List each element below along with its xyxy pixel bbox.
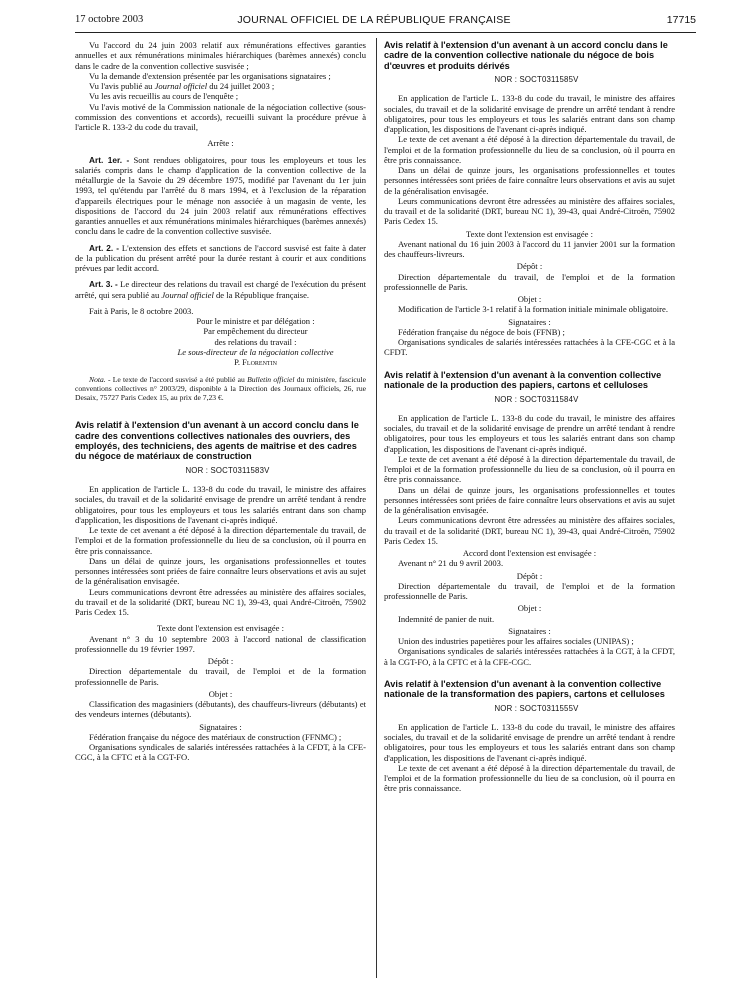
notice-paragraph: Dans un délai de quinze jours, les organisations professionnelles et toutes personnes intéressées sont priées de faire connaître leurs observations et avis au sujet de la généralisation envisagée. [75,555,366,587]
notice-paragraph: Leurs communications devront être adressées au ministère des affaires sociales, du travail et de la solidarité (DRT, bureau NC 1), 39-43, quai André-Citroën, 75902 Paris Cedex 15. [75,586,366,618]
signataire: Fédération française du négoce des matériaux de construction (FFNMC) ; [89,731,342,742]
article-2-label: Art. 2. - [89,242,120,253]
notice-negoce-materiaux [75,420,366,762]
article-2 [75,243,366,274]
depot-label: Dépôt : [516,261,543,272]
notice-transformation-papiers [384,679,675,794]
signature-title: Le sous-directeur de la négociation collective [177,346,334,357]
objet-value: Modification de l'article 3-1 relatif à la formation initiale minimale obligatoire. [398,304,668,315]
depot-value: Direction départementale du travail, de l'emploi et de la formation professionnelle de Paris. [384,271,675,292]
texte-value: Avenant n° 21 du 9 avril 2003. [398,558,504,569]
depot-value: Direction départementale du travail, de l'emploi et de la formation professionnelle de Paris. [384,580,675,602]
texte-value: Avenant n° 3 du 10 septembre 2003 à l'accord national de classification professionnelle du 19 février 1997. [75,633,366,654]
signature-line: Par empêchement du directeur [203,326,308,337]
texte-label: Accord dont l'extension est envisagée : [462,548,597,559]
vu-paragraph: Vu l'avis motivé de la Commission nationale de la négociation collective (sous-commission des conventions et accords), recueilli suivant la procédure prévue à l'article R. 133-2 du code du travail, [75,101,366,132]
vu-avis-pre: Vu l'avis publié au [89,81,153,91]
arrete-heading: Arrête : [207,138,234,149]
notice-title: Avis relatif à l'extension d'un avenant à la convention collective nationale de la transformation des papiers, cartons et celluloses [384,678,665,700]
nota-label: Nota. [89,375,106,385]
header-rule [75,32,696,33]
notice-title: Avis relatif à l'extension d'un avenant à un accord conclu dans le cadre de la convention collective nationale du négoce de bois d'œuvres et produits dérivés [384,40,668,71]
signature-line: Pour le ministre et par délégation : [196,316,315,326]
texte-value: Avenant national du 16 juin 2003 à l'accord du 11 janvier 2001 sur la formation des chauffeurs-livreurs. [384,238,675,260]
notice-title: Avis relatif à l'extension d'un avenant à un accord conclu dans le cadre des conventions collectives nationales des ouvriers, des employés, des techniciens, des agents de maîtrise et des cadres du négoce de matériaux de construction [75,420,359,462]
header-page-number: 17715 [666,14,696,26]
depot-value: Direction départementale du travail, de l'emploi et de la formation professionnelle de Paris. [75,666,366,687]
notice-paragraph: Dans un délai de quinze jours, les organisations professionnelles et toutes personnes intéressées sont priées de faire connaître leurs observations et avis au sujet de la généralisation envisagée. [384,165,675,196]
notice-paragraph: Le texte de cet avenant a été déposé à la direction départementale du travail, de l'emploi et de la formation professionnelle du lieu de sa conclusion, où il pourra en être pris connaissance. [384,762,675,794]
notice-paragraph: En application de l'article L. 133-8 du code du travail, le ministre des affaires sociales, du travail et de la solidarité envisage de prendre un arrêté tendant à rendre obligatoires, pour tous les employeurs et tous les salariés entrant dans son champ d'application, les dispositions de l'avenant ci-après indiqué. [384,721,675,763]
notice-paragraph: Leurs communications devront être adressées au ministère des affaires sociales, du travail et de la solidarité (DRT, bureau NC 1), 39-43, quai André-Citroën, 75902 Paris Cedex 15. [384,195,675,227]
article-3-label: Art. 3. - [89,279,118,290]
notice-paragraph: Le texte de cet avenant a été déposé à la direction départementale du travail, de l'emploi et de la formation professionnelle du lieu de sa conclusion, où il pourra en être pris connaissance. [384,453,675,485]
fait-a-paris: Fait à Paris, le 8 octobre 2003. [89,305,194,316]
signature-name: P. Florentin [234,357,277,367]
signataire: Organisations syndicales de salariés intéressées rattachées à la CFE-CGC et à la CFDT. [384,337,675,358]
notice-paragraph: En application de l'article L. 133-8 du code du travail, le ministre des affaires sociales, du travail et de la solidarité envisage de prendre un arrêté tendant à rendre obligatoires, pour tous les employeurs et tous les salariés entrant dans son champ d'application, les dispositions de l'avenant ci-après indiqué. [384,93,675,135]
vu-paragraph: Vu l'accord du 24 juin 2003 relatif aux rémunérations effectives garanties annuelles et aux rémunérations minimales hiérarchiques (barèmes annexés) conclu dans le cadre de la convention collective susvisée ; [75,40,366,71]
depot-label: Dépôt : [516,570,543,581]
nota-post: du ministère, fascicule conventions collectives n° 2003/29, disponible à la Direction des Journaux officiels, 26, rue Desaix, 75727 Paris Cedex 15, au prix de 7,23 €. [75,375,366,403]
article-2-text: L'extension des effets et sanctions de l'accord susvisé est faite à dater de la publication du présent arrêté pour la durée restant à courir et aux conditions prévues par ledit accord. [75,242,367,273]
header-journal-title: JOURNAL OFFICIEL DE LA RÉPUBLIQUE FRANÇAISE [237,14,511,26]
notice-paragraph: Dans un délai de quinze jours, les organisations professionnelles et toutes personnes intéressées sont priées de faire connaître leurs observations et avis au sujet de la généralisation envisagée. [384,484,675,516]
notice-paragraph: Le texte de cet avenant a été déposé à la direction départementale du travail, de l'emploi et de la formation professionnelle du lieu de sa conclusion, où il pourra en être pris connaissance. [384,134,675,165]
left-column [75,40,366,763]
signataires-label: Signataires : [508,316,551,327]
objet-label: Objet : [517,603,542,614]
notice-production-papiers [384,370,675,667]
signature-line: des relations du travail : [214,336,297,347]
nor-reference: NOR : SOCT0311583V [185,465,270,475]
notice-paragraph: Leurs communications devront être adressées au ministère des affaires sociales, du travail et de la solidarité (DRT, bureau NC 1), 39-43, quai André-Citroën, 75902 Paris Cedex 15. [384,515,675,546]
article-1-text: Sont rendues obligatoires, pour tous les employeurs et tous les salariés compris dans le champ d'application de la convention collective de la métallurgie de la Savoie du 29 décembre 1975, modifié par l'avenant du 1er juin 1993, tel qu'étendu par l'arrêté du 8 mars 1994, et à l'exclusion de la réparation d'appareils électriques pour le ménage non associée à un magasin de vente, les dispositions de l'accord du 24 juin 2003 relatif aux rémunérations effectives garanties annuelles et aux rémunérations minimales hiérarchiques (barèmes annexés) conclu dans le cadre de la convention collective susvisée. [75,154,367,237]
nor-reference: NOR : SOCT0311584V [494,394,579,404]
signataire: Organisations syndicales de salariés intéressées rattachées à la CGT, à la CFDT, à la CGT-FO, à la CFTC et à la CFE-CGC. [384,646,675,667]
signataires-label: Signataires : [199,721,242,732]
bulletin-officiel-ref: Bulletin officiel [247,375,295,385]
objet-label: Objet : [208,688,233,699]
objet-label: Objet : [517,294,542,305]
notice-title: Avis relatif à l'extension d'un avenant à la convention collective nationale de la production des papiers, cartons et celluloses [384,369,662,391]
right-column [384,40,675,794]
nota-pre: - Le texte de l'accord susvisé a été publié au [107,375,245,385]
objet-value: Classification des magasiniers (débutants), des chauffeurs-livreurs (débutants) et des vendeurs internes (débutants). [75,699,366,720]
notice-paragraph: En application de l'article L. 133-8 du code du travail, le ministre des affaires sociales, du travail et de la solidarité envisage de prendre un arrêté tendant à rendre obligatoires, pour tous les employeurs et tous les salariés entrant dans son champ d'application, les dispositions de l'avenant ci-après indiqué. [384,412,675,454]
nota [75,375,366,402]
texte-label: Texte dont l'extension est envisagée : [157,623,284,634]
article-3-text-post: de la République française. [216,289,310,300]
notice-paragraph: Le texte de cet avenant a été déposé à la direction départementale du travail, de l'emploi et de la formation professionnelle du lieu de sa conclusion, où il pourra en être pris connaissance. [75,525,366,556]
depot-label: Dépôt : [207,656,234,667]
signataires-label: Signataires : [508,625,551,636]
notice-paragraph: En application de l'article L. 133-8 du code du travail, le ministre des affaires sociales, du travail et de la solidarité envisage de prendre un arrêté tendant à rendre obligatoires, pour tous les employeurs et tous les salariés entrant dans son champ d'application, les dispositions de l'avenant ci-après indiqué. [75,484,366,525]
nor-reference: NOR : SOCT0311555V [494,703,579,713]
journal-officiel-ref: Journal officiel [154,81,208,91]
article-3 [75,279,366,300]
nor-reference: NOR : SOCT0311585V [494,75,579,85]
signataire: Fédération française du négoce de bois (FFNB) ; [398,326,565,337]
notice-negoce-bois [384,40,675,358]
vu-paragraph: Vu les avis recueillis au cours de l'enquête ; [89,91,239,102]
signataire: Union des industries papetières pour les affaires sociales (UNIPAS) ; [398,636,634,647]
header-date: 17 octobre 2003 [75,14,144,25]
signataire: Organisations syndicales de salariés intéressées rattachées à la CFDT, à la CFE-CGC, à la CFTC et à la CGT-FO. [75,742,366,763]
article-3-text-pre: Le directeur des relations du travail est chargé de l'exécution du présent arrêté, qui sera publié au [75,279,367,300]
texte-label: Texte dont l'extension est envisagée : [466,228,593,239]
objet-value: Indemnité de panier de nuit. [398,613,495,624]
article-1 [75,155,366,237]
vu-paragraph: Vu la demande d'extension présentée par les organisations signataires ; [89,70,331,81]
article-1-label: Art. 1er. - [89,154,130,165]
journal-officiel-ref: Journal officiel [161,289,214,300]
vu-avis-post: du 24 juillet 2003 ; [209,81,275,91]
vu-avis-paragraph [75,81,366,91]
page-header [0,0,748,32]
column-divider [376,38,377,978]
